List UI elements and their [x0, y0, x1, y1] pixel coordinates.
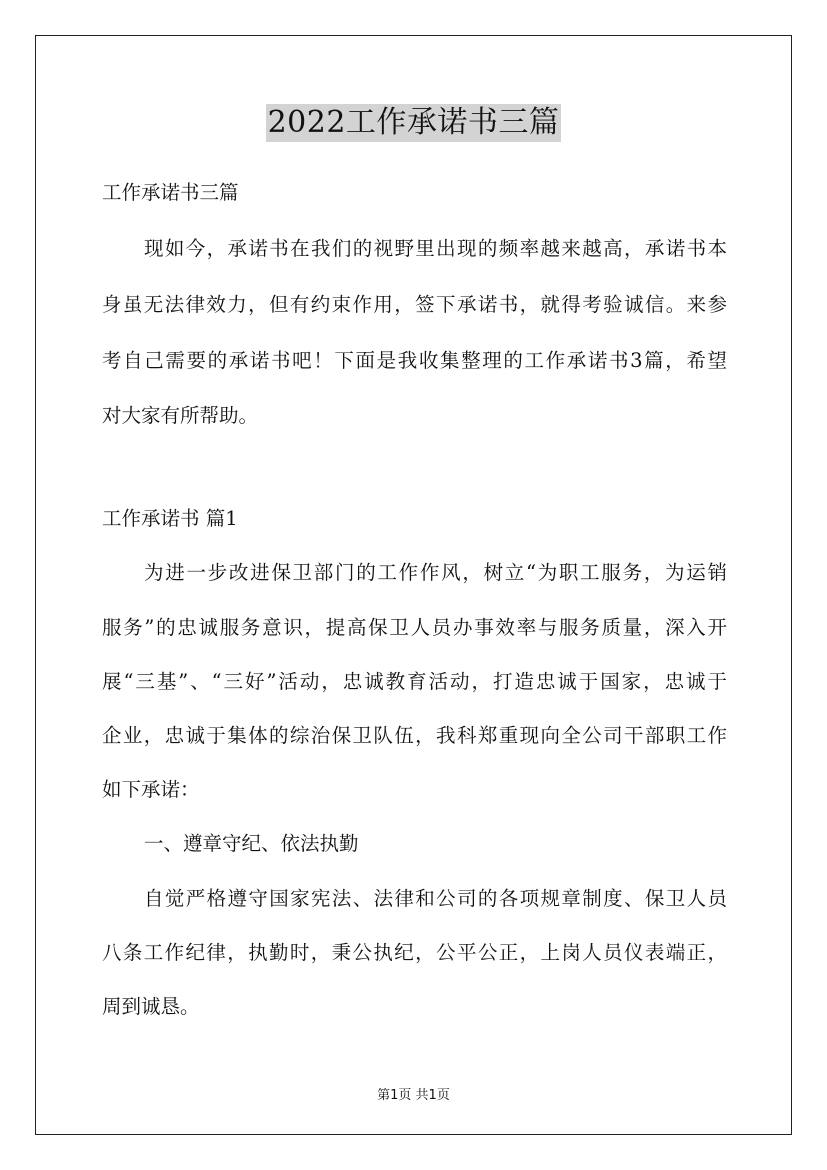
section-line-5: 如下承诺： — [102, 778, 200, 801]
intro-line-1: 现如今，承诺书在我们的视野里出现的频率越来越高，承诺书本 — [144, 237, 727, 260]
document-subtitle: 工作承诺书三篇 — [102, 181, 239, 204]
intro-line-2: 身虽无法律效力，但有约束作用，签下承诺书，就得考验诚信。来参 — [102, 293, 727, 316]
point-line-2: 八条工作纪律，执勤时，秉公执纪，公平公正，上岗人员仪表端正， — [102, 941, 727, 964]
document-title: 2022工作承诺书三篇 — [267, 105, 560, 140]
intro-line-3: 考自己需要的承诺书吧！下面是我收集整理的工作承诺书3篇，希望 — [102, 349, 727, 372]
section-line-3: 展“三基”、“三好”活动，忠诚教育活动，打造忠诚于国家，忠诚于 — [102, 670, 727, 693]
section-line-1: 为进一步改进保卫部门的工作作风，树立“为职工服务，为运销 — [144, 561, 727, 584]
point-heading: 一、遵章守纪、依法执勤 — [144, 832, 359, 855]
section-heading: 工作承诺书 篇1 — [102, 507, 238, 530]
point-line-3: 周到诚恳。 — [102, 995, 200, 1018]
intro-line-4: 对大家有所帮助。 — [102, 404, 259, 427]
point-line-1: 自觉严格遵守国家宪法、法律和公司的各项规章制度、保卫人员 — [144, 887, 727, 910]
section-line-4: 企业，忠诚于集体的综治保卫队伍，我科郑重现向全公司干部职工作 — [102, 724, 727, 747]
title-container — [0, 104, 827, 142]
section-line-2: 服务”的忠诚服务意识，提高保卫人员办事效率与服务质量，深入开 — [102, 616, 727, 639]
page-number-footer: 第1页 共1页 — [377, 1088, 450, 1103]
